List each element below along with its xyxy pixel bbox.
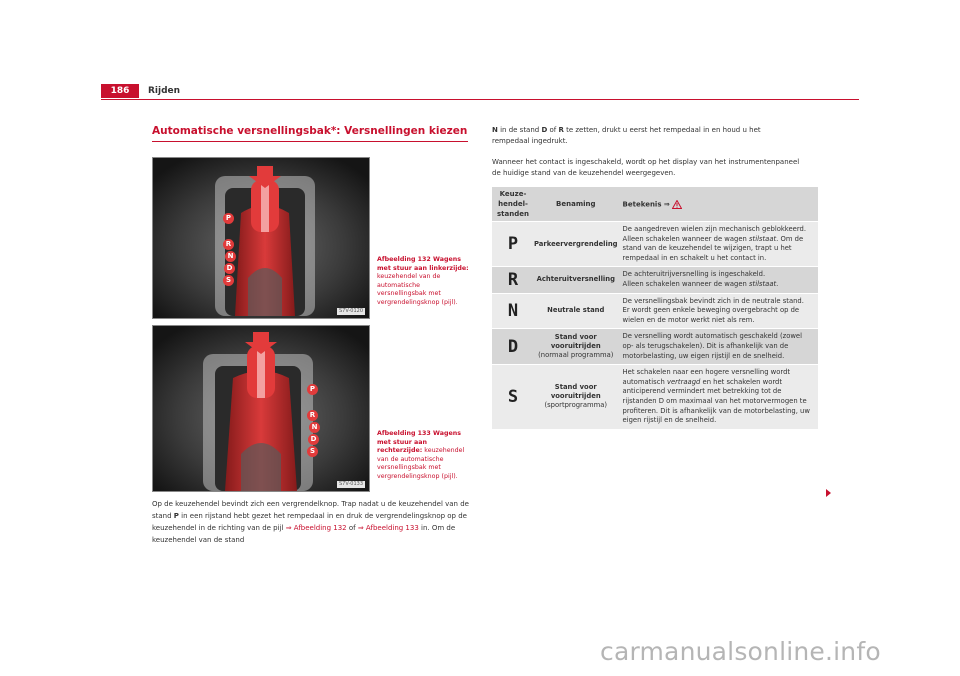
section-rule [152,141,468,142]
gear-lever-illustration-lhd [153,158,369,318]
page-number: 186 [101,84,139,98]
gear-letter-p: P [307,384,318,395]
gear-meaning [618,365,818,430]
header-rule [101,99,859,100]
text-span: . Om de stand van de keuzehendel te wijzigen, trapt u het rempedaal in en schakelt u het contact in. [622,234,804,262]
gear-letter-d: D [224,263,235,274]
gear-letter-r: R [307,410,318,421]
header-meaning-label: Betekenis ⇒ [622,200,670,208]
text-span: Alleen schakelen wanneer de wagen [622,234,749,243]
gear-symbol: D [492,329,534,365]
gear-name-label: Parkeervergrendeling [534,239,618,248]
text-span: Op de keuzehendel bevindt zich een vergrendelknop. Trap nadat u de keuzehendel van de stand [152,500,469,520]
text-span: De aangedreven wielen zijn mechanisch geblokkeerd. [622,225,807,233]
body-text-display-info: Wanneer het contact is ingeschakeld, wordt op het display van het instrumentenpaneel de huidige stand van de keuzehendel weergegeven. [492,158,800,177]
header-positions: Keuze-hendel-standen [492,187,534,222]
gear-letter-p: P [223,213,234,224]
text-span: De achteruitrijversnelling is ingeschakeld. [622,270,766,279]
text-span: en het schakelen wordt anticiperend vermindert met betrekking tot de rijstanden D om maximaal van het motorvermogen te profiteren. Dit is afhankelijk van de motorbelasting, uw eigen rijstijl en de snelheid. [622,377,810,425]
section-title: Automatische versnellingsbak*: Versnellingen kiezen [152,125,468,137]
caption-label: Afbeelding 133 Wagens met stuur aan rechterzijde: [377,430,461,455]
table-row [492,329,818,365]
caption-label: Afbeelding 132 Wagens met stuur aan linkerzijde: [377,256,469,272]
caption-text: keuzehendel van de automatische versnellingsbak met vergrendelingsknop (pijl). [377,273,458,306]
continue-arrow-icon [826,489,831,497]
text-span: in de stand [497,126,542,134]
table-row [492,222,818,267]
chapter-title: Rijden [148,86,181,96]
gear-name-label: Stand voor vooruitrijden [550,333,601,351]
gear-name [534,293,618,329]
gear-symbol-n: N [492,126,498,134]
gear-letter-s: S [223,275,234,286]
gear-symbol: P [492,222,534,267]
header-meaning [618,187,818,222]
gear-name-sub: (normaal programma) [538,351,614,360]
body-text-right-continued [492,125,800,147]
gear-letters [223,213,243,303]
text-span: Alleen schakelen wanneer de wagen [622,279,749,288]
gear-name [534,267,618,293]
gear-symbol-p: P [173,512,179,520]
figure-code: S7V-0133 [338,481,363,487]
gear-lever-illustration-rhd [153,326,369,491]
table-row [492,365,818,430]
text-span: stilstaat [748,234,777,243]
text-span: in een rijstand hebt gezet het rempedaal in en druk de vergrendelingsknop op de keuzehendel in de richting van de pijl [152,512,467,532]
gear-symbol-r: R [558,126,564,134]
text-span: te zetten, drukt u eerst het rempedaal in en houd u het rempedaal ingedrukt. [492,126,761,145]
gear-letter-d: D [308,434,319,445]
gear-letter-n: N [225,251,236,262]
figure-132 [152,157,370,319]
link-afbeelding-132[interactable]: ⇒ Afbeelding 132 [285,524,347,532]
figure-132-caption [377,256,469,308]
body-text-left [152,498,470,546]
gear-meaning: De versnelling wordt automatisch geschakeld (zowel op- als terugschakelen). Dit is afhankelijk van de motorbelasting, uw eigen rijstijl en de snelheid. [618,329,818,365]
figure-133-caption [377,430,469,482]
gear-name-sub: (sportprogramma) [544,401,608,410]
text-span: of [346,524,358,532]
text-span: of [547,126,559,134]
watermark: carmanualsonline.info [600,637,881,666]
gear-letter-s: S [307,446,318,457]
gear-meaning [618,222,818,267]
gear-name-label: Achteruitversnelling [536,275,615,284]
text-span: . [776,279,779,288]
table-row [492,293,818,329]
text-span: Het schakelen naar een hogere versnelling wordt automatisch [622,368,791,386]
link-afbeelding-133[interactable]: ⇒ Afbeelding 133 [357,524,419,532]
gear-meaning: De versnellingsbak bevindt zich in de neutrale stand. Er wordt geen enkele beweging overgebracht op de wielen en de motor werkt niet als rem. [618,293,818,329]
gear-name-label: Stand voor vooruitrijden [550,383,601,401]
gear-letter-n: N [309,422,320,433]
gear-symbol: S [492,365,534,430]
text-span: vertraagd [666,377,701,386]
header-name: Benaming [534,187,618,222]
text-span: in. Om de keuzehendel van de stand [152,524,456,544]
text-span: stilstaat [748,279,777,288]
gear-name [534,365,618,430]
warning-triangle-icon [672,200,682,209]
figure-code: S7V-0120 [338,308,363,314]
gear-name-label: Neutrale stand [547,306,605,315]
gear-symbol: N [492,293,534,329]
gear-symbol-d: D [541,126,548,134]
gear-positions-table [492,187,818,430]
gear-symbol: R [492,267,534,293]
gear-name [534,222,618,267]
gear-letters [307,384,327,474]
figure-133 [152,325,370,492]
gear-letter-r: R [223,239,234,250]
gear-meaning [618,267,818,293]
table-row [492,267,818,293]
caption-text: keuzehendel van de automatische versnellingsbak met vergrendelingsknop (pijl). [377,447,465,480]
gear-name [534,329,618,365]
